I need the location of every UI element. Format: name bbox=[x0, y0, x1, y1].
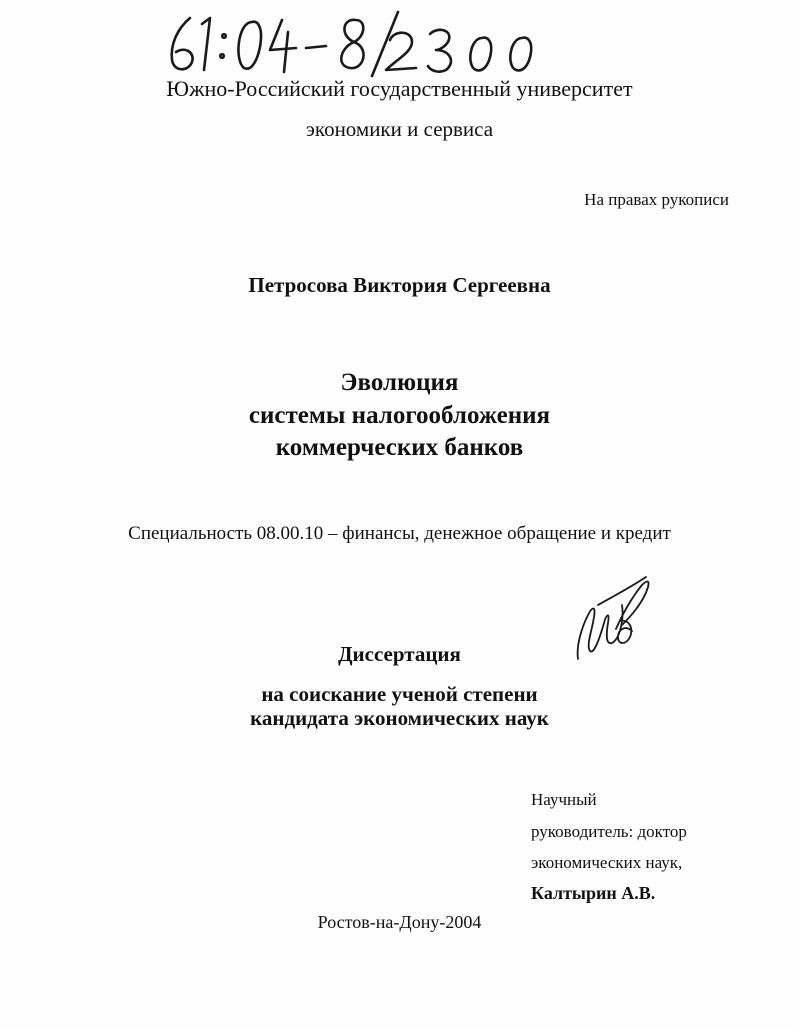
supervisor-label-line-2: руководитель: доктор bbox=[531, 822, 687, 841]
thesis-title-line-1: Эволюция bbox=[340, 369, 459, 396]
supervisor-name: Калтырин А.В. bbox=[531, 883, 656, 903]
rights-note: На правах рукописи bbox=[584, 190, 729, 209]
supervisor-label-line-1: Научный bbox=[531, 790, 597, 809]
university-name: Южно-Российский государственный университет bbox=[166, 76, 633, 101]
university-name-continued: экономики и сервиса bbox=[305, 117, 494, 141]
thesis-title-line-3: коммерческих банков bbox=[275, 434, 524, 461]
degree-line-1: на соискание ученой степени bbox=[261, 682, 538, 706]
thesis-title-line-2: системы налогообложения bbox=[248, 402, 551, 429]
city-year: Ростов-на-Дону-2004 bbox=[317, 912, 482, 932]
supervisor-label-line-3: экономических наук, bbox=[531, 853, 683, 872]
handwritten-archive-code bbox=[160, 10, 560, 80]
degree-line-2: кандидата экономических наук bbox=[250, 706, 549, 730]
specialty-line: Специальность 08.00.10 – финансы, денежное обращение и кредит bbox=[128, 523, 671, 544]
dissertation-heading: Диссертация bbox=[338, 642, 461, 666]
author-name: Петросова Виктория Сергеевна bbox=[248, 273, 551, 297]
